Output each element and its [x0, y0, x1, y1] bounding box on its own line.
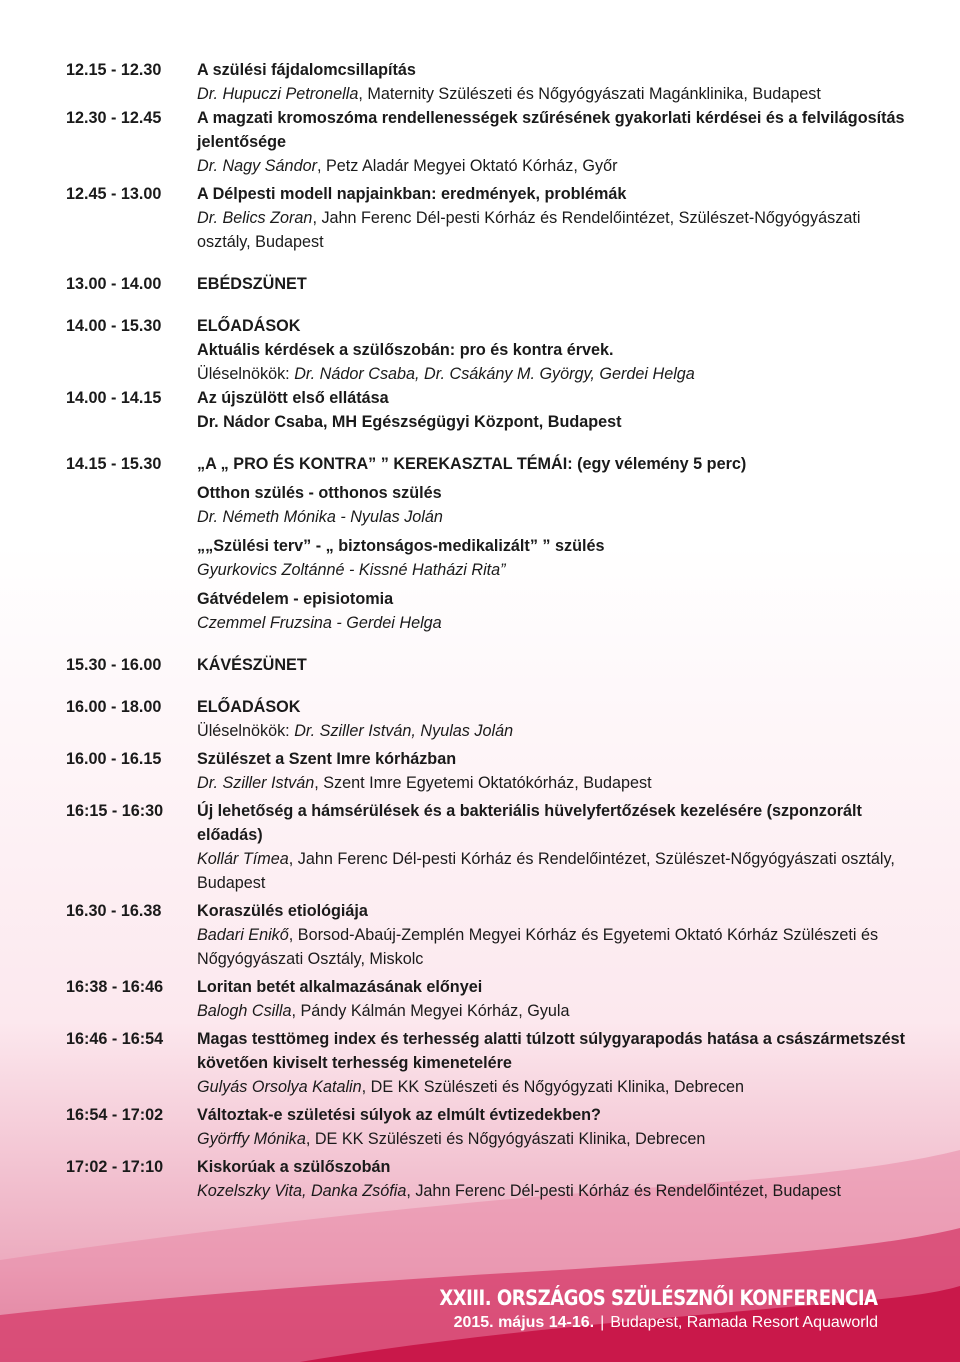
speaker-name: Dr. Hupuczi Petronella — [197, 85, 359, 103]
speaker-affiliation: , DE KK Szülészeti és Nőgyógyászati Klinika, Debrecen — [305, 1130, 706, 1148]
separator: | — [600, 1314, 605, 1331]
talk-title: Az újszülött első ellátása — [197, 389, 389, 407]
speaker-name: Badari Enikő — [197, 926, 289, 944]
time-slot: 15.30 - 16.00 — [66, 656, 162, 674]
talk-title: Koraszülés etiológiája — [197, 902, 368, 920]
program-item — [66, 1155, 906, 1203]
chair-label: Üléselnökök: — [197, 365, 295, 383]
speaker-affiliation: , Pándy Kálmán Megyei Kórház, Gyula — [291, 1002, 570, 1020]
time-slot: 16:46 - 16:54 — [66, 1030, 164, 1048]
talk-title: Új lehetőség a hámsérülések és a bakteriális hüvelyfertőzések kezelésére (szponzorált előadás) — [197, 802, 862, 844]
speaker-name: Györffy Mónika — [197, 1130, 306, 1148]
conference-details — [368, 1314, 878, 1332]
topic-names: Gyurkovics Zoltánné - Kissné Hatházi Rita” — [197, 561, 506, 579]
conference-footer — [368, 1286, 878, 1332]
roundtable-title: „A „ PRO ÉS KONTRA” ” KEREKASZTAL TÉMÁI: (egy vélemény 5 perc) — [197, 455, 747, 473]
session-title: ELŐADÁSOK — [197, 317, 301, 335]
program-item — [66, 975, 906, 1023]
session-title: ELŐADÁSOK — [197, 698, 301, 716]
speaker-affiliation: , Petz Aladár Megyei Oktató Kórház, Győr — [316, 157, 618, 175]
program-item — [66, 799, 906, 895]
time-slot: 12.15 - 12.30 — [66, 61, 162, 79]
roundtable-topic — [197, 481, 906, 529]
conference-venue: Budapest, Ramada Resort Aquaworld — [610, 1314, 878, 1331]
topic-names: Dr. Németh Mónika - Nyulas Jolán — [197, 508, 443, 526]
speaker-affiliation: , Jahn Ferenc Dél-pesti Kórház és Rendelőintézet, Budapest — [406, 1182, 841, 1200]
talk-title: A Délpesti modell napjainkban: eredmények, problémák — [197, 185, 627, 203]
speaker-name: Dr. Sziller István — [197, 774, 315, 792]
time-slot: 16.30 - 16.38 — [66, 902, 162, 920]
topic-names: Czemmel Fruzsina - Gerdei Helga — [197, 614, 442, 632]
time-slot: 14.00 - 14.15 — [66, 389, 162, 407]
chair-names: Dr. Nádor Csaba, Dr. Csákány M. György, Gerdei Helga — [294, 365, 695, 383]
speaker-name: Dr. Belics Zoran — [197, 209, 313, 227]
speaker-name: Kollár Tímea — [197, 850, 289, 868]
time-slot: 14.15 - 15.30 — [66, 455, 162, 473]
time-slot: 13.00 - 14.00 — [66, 275, 162, 293]
roundtable-topic — [197, 587, 906, 635]
program-item — [66, 386, 906, 434]
time-slot: 17:02 - 17:10 — [66, 1158, 164, 1176]
conference-title: XXIII. ORSZÁGOS SZÜLÉSZNŐI KONFERENCIA — [439, 1286, 878, 1310]
speaker-affiliation: , DE KK Szülészeti és Nőgyógyzati Klinika, Debrecen — [361, 1078, 745, 1096]
speaker-name: Balogh Csilla — [197, 1002, 292, 1020]
program-item — [66, 1103, 906, 1151]
speaker-affiliation: , Szent Imre Egyetemi Oktatókórház, Budapest — [314, 774, 652, 792]
program-roundtable — [66, 452, 906, 635]
topic-title: „„Szülési terv” - „ biztonságos-medikalizált” ” szülés — [197, 537, 605, 555]
break-title: KÁVÉSZÜNET — [197, 656, 307, 674]
topic-title: Gátvédelem - episiotomia — [197, 590, 394, 608]
time-slot: 12.30 - 12.45 — [66, 109, 162, 127]
speaker-affiliation: , Maternity Szülészeti és Nőgyógyászati Magánklinika, Budapest — [358, 85, 821, 103]
program-session — [66, 695, 906, 743]
program-item — [66, 1027, 906, 1099]
speaker-name: Gulyás Orsolya Katalin — [197, 1078, 362, 1096]
program-item — [66, 747, 906, 795]
speaker-name: Dr. Nagy Sándor — [197, 157, 317, 175]
talk-title: Kiskorúak a szülőszobán — [197, 1158, 391, 1176]
program-break — [66, 272, 906, 296]
conference-date: 2015. május 14-16. — [453, 1314, 595, 1331]
chair-label: Üléselnökök: — [197, 722, 295, 740]
program-item — [66, 58, 906, 106]
chair-names: Dr. Sziller István, Nyulas Jolán — [294, 722, 514, 740]
speaker-affiliation: , Jahn Ferenc Dél-pesti Kórház és Rendelőintézet, Szülészet-Nőgyógyászati osztály, Budapest — [197, 850, 895, 892]
talk-title: Loritan betét alkalmazásának előnyei — [197, 978, 483, 996]
speaker-affiliation: , Jahn Ferenc Dél-pesti Kórház és Rendelőintézet, Szülészet-Nőgyógyászati osztály, Budapest — [197, 209, 861, 251]
speaker-affiliation: , Borsod-Abaúj-Zemplén Megyei Kórház és Egyetemi Oktató Kórház Szülészeti és Nőgyógyászati Osztály, Miskolc — [197, 926, 879, 968]
program-item — [66, 182, 906, 254]
talk-title: Változtak-e születési súlyok az elmúlt évtizedekben? — [197, 1106, 601, 1124]
program-item — [66, 106, 906, 178]
time-slot: 14.00 - 15.30 — [66, 317, 162, 335]
topic-title: Otthon szülés - otthonos szülés — [197, 484, 442, 502]
session-subtitle: Aktuális kérdések a szülőszobán: pro és kontra érvek. — [197, 341, 614, 359]
break-title: EBÉDSZÜNET — [197, 275, 307, 293]
talk-title: Szülészet a Szent Imre kórházban — [197, 750, 457, 768]
time-slot: 16.00 - 16.15 — [66, 750, 162, 768]
time-slot: 12.45 - 13.00 — [66, 185, 162, 203]
talk-title: A szülési fájdalomcsillapítás — [197, 61, 416, 79]
conference-program — [66, 58, 906, 1203]
speaker-info: Dr. Nádor Csaba, MH Egészségügyi Központ, Budapest — [197, 413, 622, 431]
speaker-name: Kozelszky Vita, Danka Zsófia — [197, 1182, 407, 1200]
time-slot: 16:54 - 17:02 — [66, 1106, 164, 1124]
program-item — [66, 899, 906, 971]
time-slot: 16.00 - 18.00 — [66, 698, 162, 716]
talk-title: Magas testtömeg index és terhesség alatti túlzott súlygyarapodás hatása a császármetszést követően kiviselt terhesség kimenetelére — [197, 1030, 906, 1072]
program-break — [66, 653, 906, 677]
talk-title: A magzati kromoszóma rendellenességek szűrésének gyakorlati kérdései és a felvilágosítás jelentősége — [197, 109, 905, 151]
time-slot: 16:38 - 16:46 — [66, 978, 164, 996]
time-slot: 16:15 - 16:30 — [66, 802, 164, 820]
roundtable-topic — [197, 534, 906, 582]
program-session — [66, 314, 906, 386]
